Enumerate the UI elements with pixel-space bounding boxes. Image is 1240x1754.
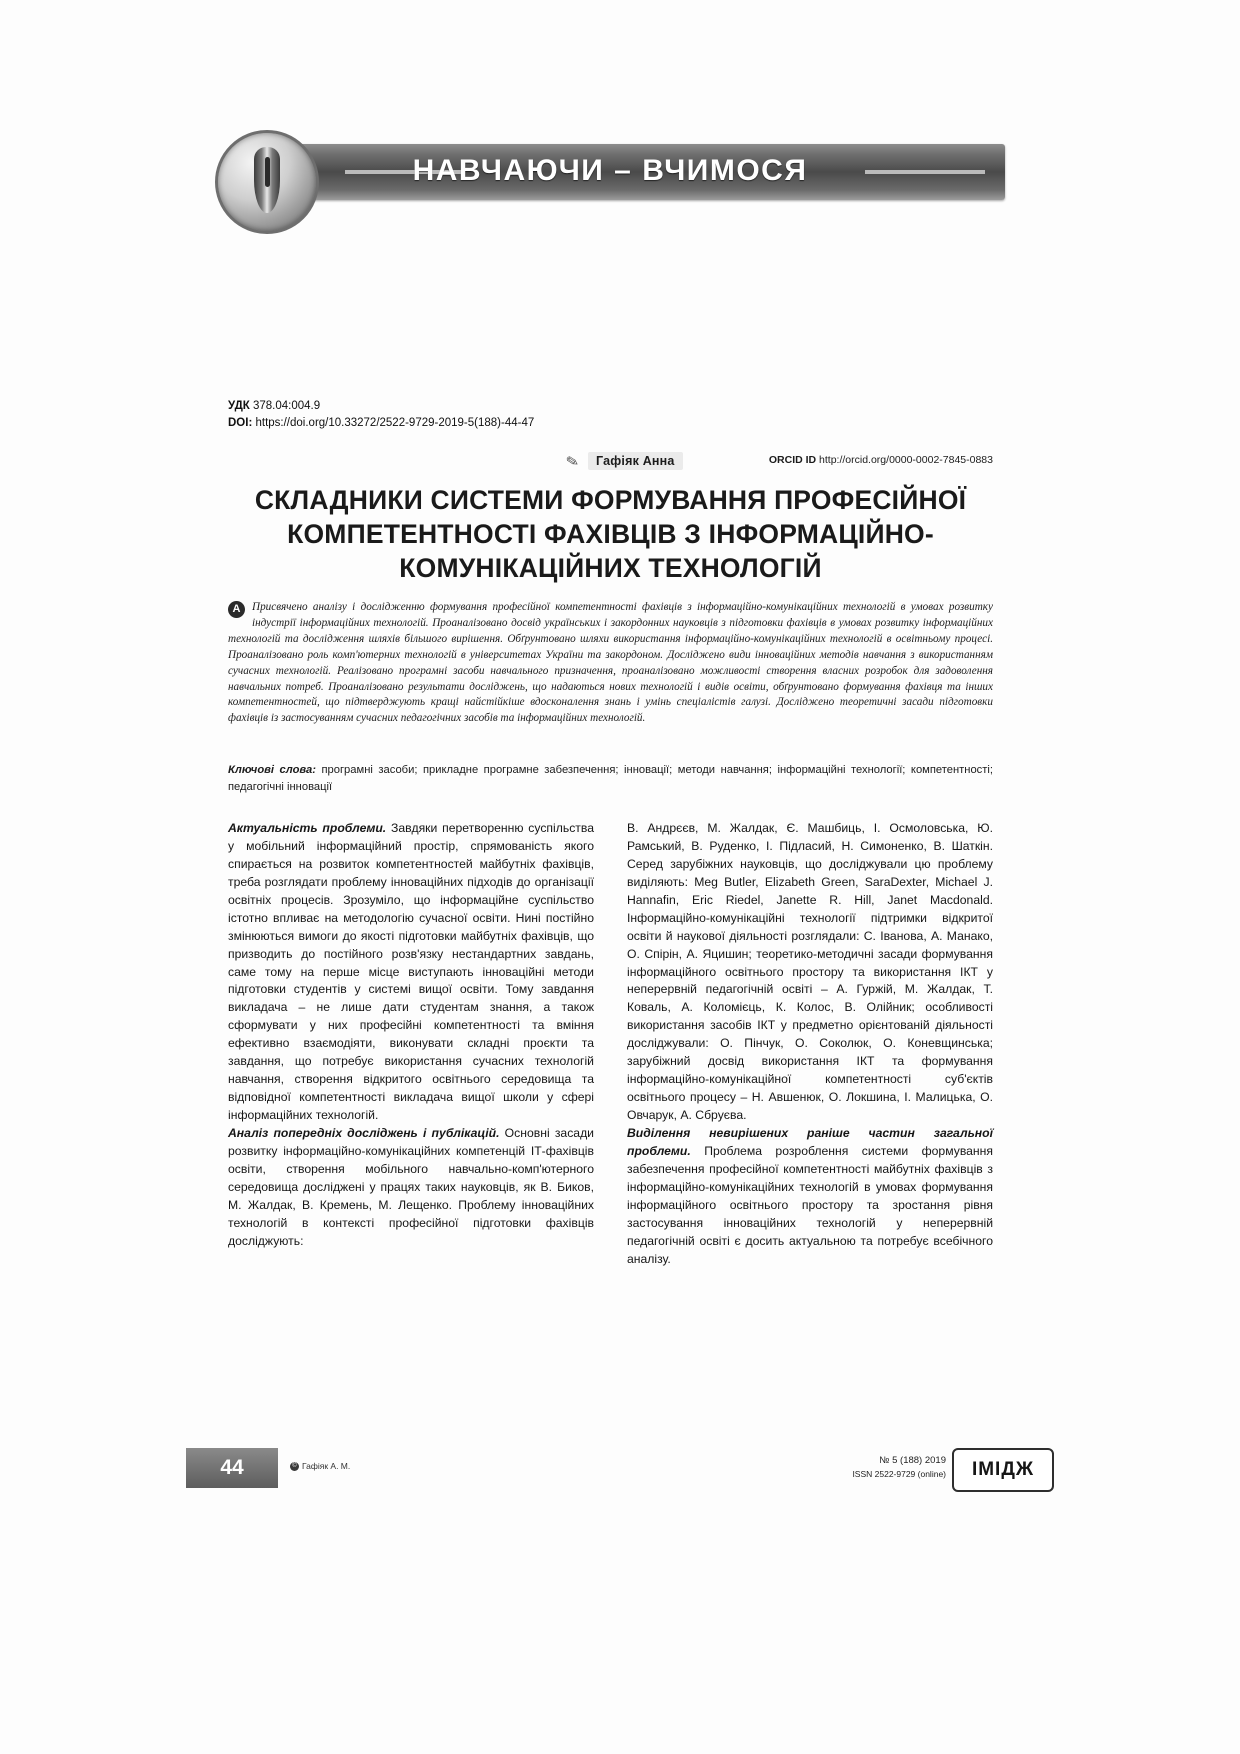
issn-value: ISSN 2522-9729 (online) xyxy=(852,1469,946,1480)
abstract xyxy=(228,600,993,727)
run-in-heading: Аналіз попередніх досліджень і публікацій. xyxy=(228,1125,500,1140)
udc-label: УДК xyxy=(228,400,250,412)
author-name: Гафіяк Анна xyxy=(588,452,683,470)
udc-value: 378.04:004.9 xyxy=(253,400,321,412)
journal-logo xyxy=(952,1448,1054,1492)
page-footer xyxy=(186,1448,1054,1496)
keywords xyxy=(228,762,993,796)
paragraph-text: Основні засади розвитку інформаційно-комунікаційних компетенцій ІТ-фахівців освіти, створення мобільного навчально-комп'ютерного середовища досліджені у працях таких науковців, як В. Биков, М. Жалдак, В. Кремень, М. Лещенко. Проблему інноваційних технологій в контексті професійної підготовки фахівців досліджують: xyxy=(228,1125,594,1248)
journal-logo-text: ІМІДЖ xyxy=(971,1459,1035,1480)
issue-number: № 5 (188) 2019 xyxy=(879,1455,946,1466)
keywords-text: програмні засоби; прикладне програмне забезпечення; інновації; методи навчання; інформаційні технології; компетентності; педагогічні інновації xyxy=(228,764,993,793)
paragraph xyxy=(627,820,993,1125)
doi-label: DOI: xyxy=(228,417,253,430)
banner-title: НАВЧАЮЧИ – ВЧИМОСЯ xyxy=(412,154,808,187)
author-row xyxy=(228,452,993,472)
page-title: СКЛАДНИКИ СИСТЕМИ ФОРМУВАННЯ ПРОФЕСІЙНОЇ КОМПЕТЕНТНОСТІ ФАХІВЦІВ З ІНФОРМАЦІЙНО-КОМУНІКАЦІЙНИХ ТЕХНОЛОГІЙ xyxy=(254,485,967,583)
orcid-value[interactable]: http://orcid.org/0000-0002-7845-0883 xyxy=(819,454,993,466)
left-column xyxy=(228,820,594,1251)
footer-copyright xyxy=(290,1461,350,1471)
abstract-text: Присвячено аналізу і дослідженню формування професійної компетентності фахівців з інформаційно-комунікаційних технологій в умовах розвитку індустрії інформаційних технологій. Проаналізовано досвід українських і закордонних науковців з підготовки фахівців в умовах розвитку інформаційних технологій та дослідження шляхів більшого вирішення. Обґрунтовано шляхи використання інформаційно-комунікаційних технологій в освітньому процесі. Проаналізовано роль комп'ютерних технологій в університетах України та закордоном. Досліджено види інноваційних методів навчання з використанням сучасних технологій. Реалізовано програмні засоби навчального призначення, проаналізовано можливості створення власних розробок для задоволення навчальних потреб. Проаналізовано результати досліджень, що надаються нових технологій і видів освіти, обґрунтовано формування фахівця та інших компетентностей, що підтверджують кращі найстійкіше вдосконалення знань і умінь спеціалістів галузі. Досліджено теоретичні засади підготовки фахівців із застосуванням сучасних педагогічних засобів та інформаційних технологій. xyxy=(228,601,993,725)
paragraph-text: Проблема розроблення системи формування забезпечення професійної компетентності майбутніх фахівців з інформаційно-комунікаційних технологій в умовах формування інформаційного освітнього простору та зростання рівня застосування інноваційних технологій у неперервній педагогічній освіті є досить актуальною та потребує всебічного аналізу. xyxy=(627,1143,993,1266)
pen-nib-emblem-icon xyxy=(215,130,319,234)
keywords-label: Ключові слова: xyxy=(228,764,316,776)
orcid-line xyxy=(769,454,993,466)
article-meta xyxy=(228,398,988,433)
nib-shape-icon xyxy=(254,147,280,213)
footer-copyright-text: Гафіяк А. М. xyxy=(302,1461,351,1471)
paragraph-text: Завдяки перетворенню суспільства у мобільний інформаційний простір, спрямованість якого спирається на розвиток компетентностей майбутніх фахівців, треба розглядати проблему інноваційних підходів до організації освітніх процесів. Зрозуміло, що інформаційне суспільство істотно впливає на методологію сучасної освіти. Нині постійно змінюються вимоги до якості підготовки майбутніх фахівців, що призводить до постійного розв'язку нестандартних завдань, саме тому на перше місце виступають інноваційні методи підготовки студентів у системі вищої освіти. Тому завдання викладача – не лише дати студентам знання, а також сформувати у них професійні компетентності та вміння ефективно взаємодіяти, виконувати складні проєкти та завдання, що потребує використання сучасних технологій навчання, створення відкритого освітнього середовища та відповідної компетентності викладача вищої школи у сфері інформаційних технологій. xyxy=(228,821,594,1122)
orcid-label: ORCID ID xyxy=(768,454,817,466)
pen-icon: ✎ xyxy=(564,452,581,472)
paragraph xyxy=(228,820,594,1125)
paragraph xyxy=(228,1125,594,1251)
doi-line xyxy=(228,415,988,432)
paragraph-text: В. Андрєєв, М. Жалдак, Є. Машбиць, І. Осмоловська, Ю. Рамський, В. Руденко, І. Підласий, Н. Симоненко, В. Шаткін. Серед зарубіжних науковців, що досліджували цю проблему виділяють: Meg Butler, Elizabeth Green, SaraDexter, Michael J. Hannafin, Eric Riedel, Janette R. Hill, Janet Macdonald. Інформаційно-комунікаційні технології підтримки відкритої освіти й наукової діяльності розглядали: С. Іванова, А. Манако, О. Спірін, А. Яцишин; теоретико-методичні засади формування інформаційного освітнього простору та використання ІКТ у неперервній педагогічній освіті – А. Гуржій, М. Жалдак, Т. Коваль, А. Коломієць, К. Колос, В. Олійник; особливості використання засобів ІКТ у предметно орієнтованій діяльності досліджували: О. Пінчук, О. Соколюк, О. Коневщинська; зарубіжний досвід використання ІКТ та формування інформаційно-комунікаційної компетентності суб'єктів освітнього процесу – Н. Авшенюк, О. Локшина, І. Малицька, О. Овчарук, А. Сбруєва. xyxy=(627,821,993,1122)
udc-line xyxy=(228,398,988,415)
header-banner xyxy=(215,130,1005,212)
run-in-heading: Виділення невирішених раніше частин загальної проблеми. xyxy=(627,1125,993,1158)
doi-value[interactable]: https://doi.org/10.33272/2522-9729-2019-5(188)-44-47 xyxy=(255,417,535,430)
copyright-icon: © xyxy=(290,1462,299,1471)
footer-issue-block xyxy=(852,1454,946,1481)
right-column xyxy=(627,820,993,1268)
paragraph xyxy=(627,1125,993,1269)
abstract-bullet-icon: А xyxy=(228,601,245,618)
run-in-heading: Актуальність проблеми. xyxy=(228,821,387,835)
body-columns xyxy=(228,820,993,1420)
page-number: 44 xyxy=(186,1448,278,1488)
